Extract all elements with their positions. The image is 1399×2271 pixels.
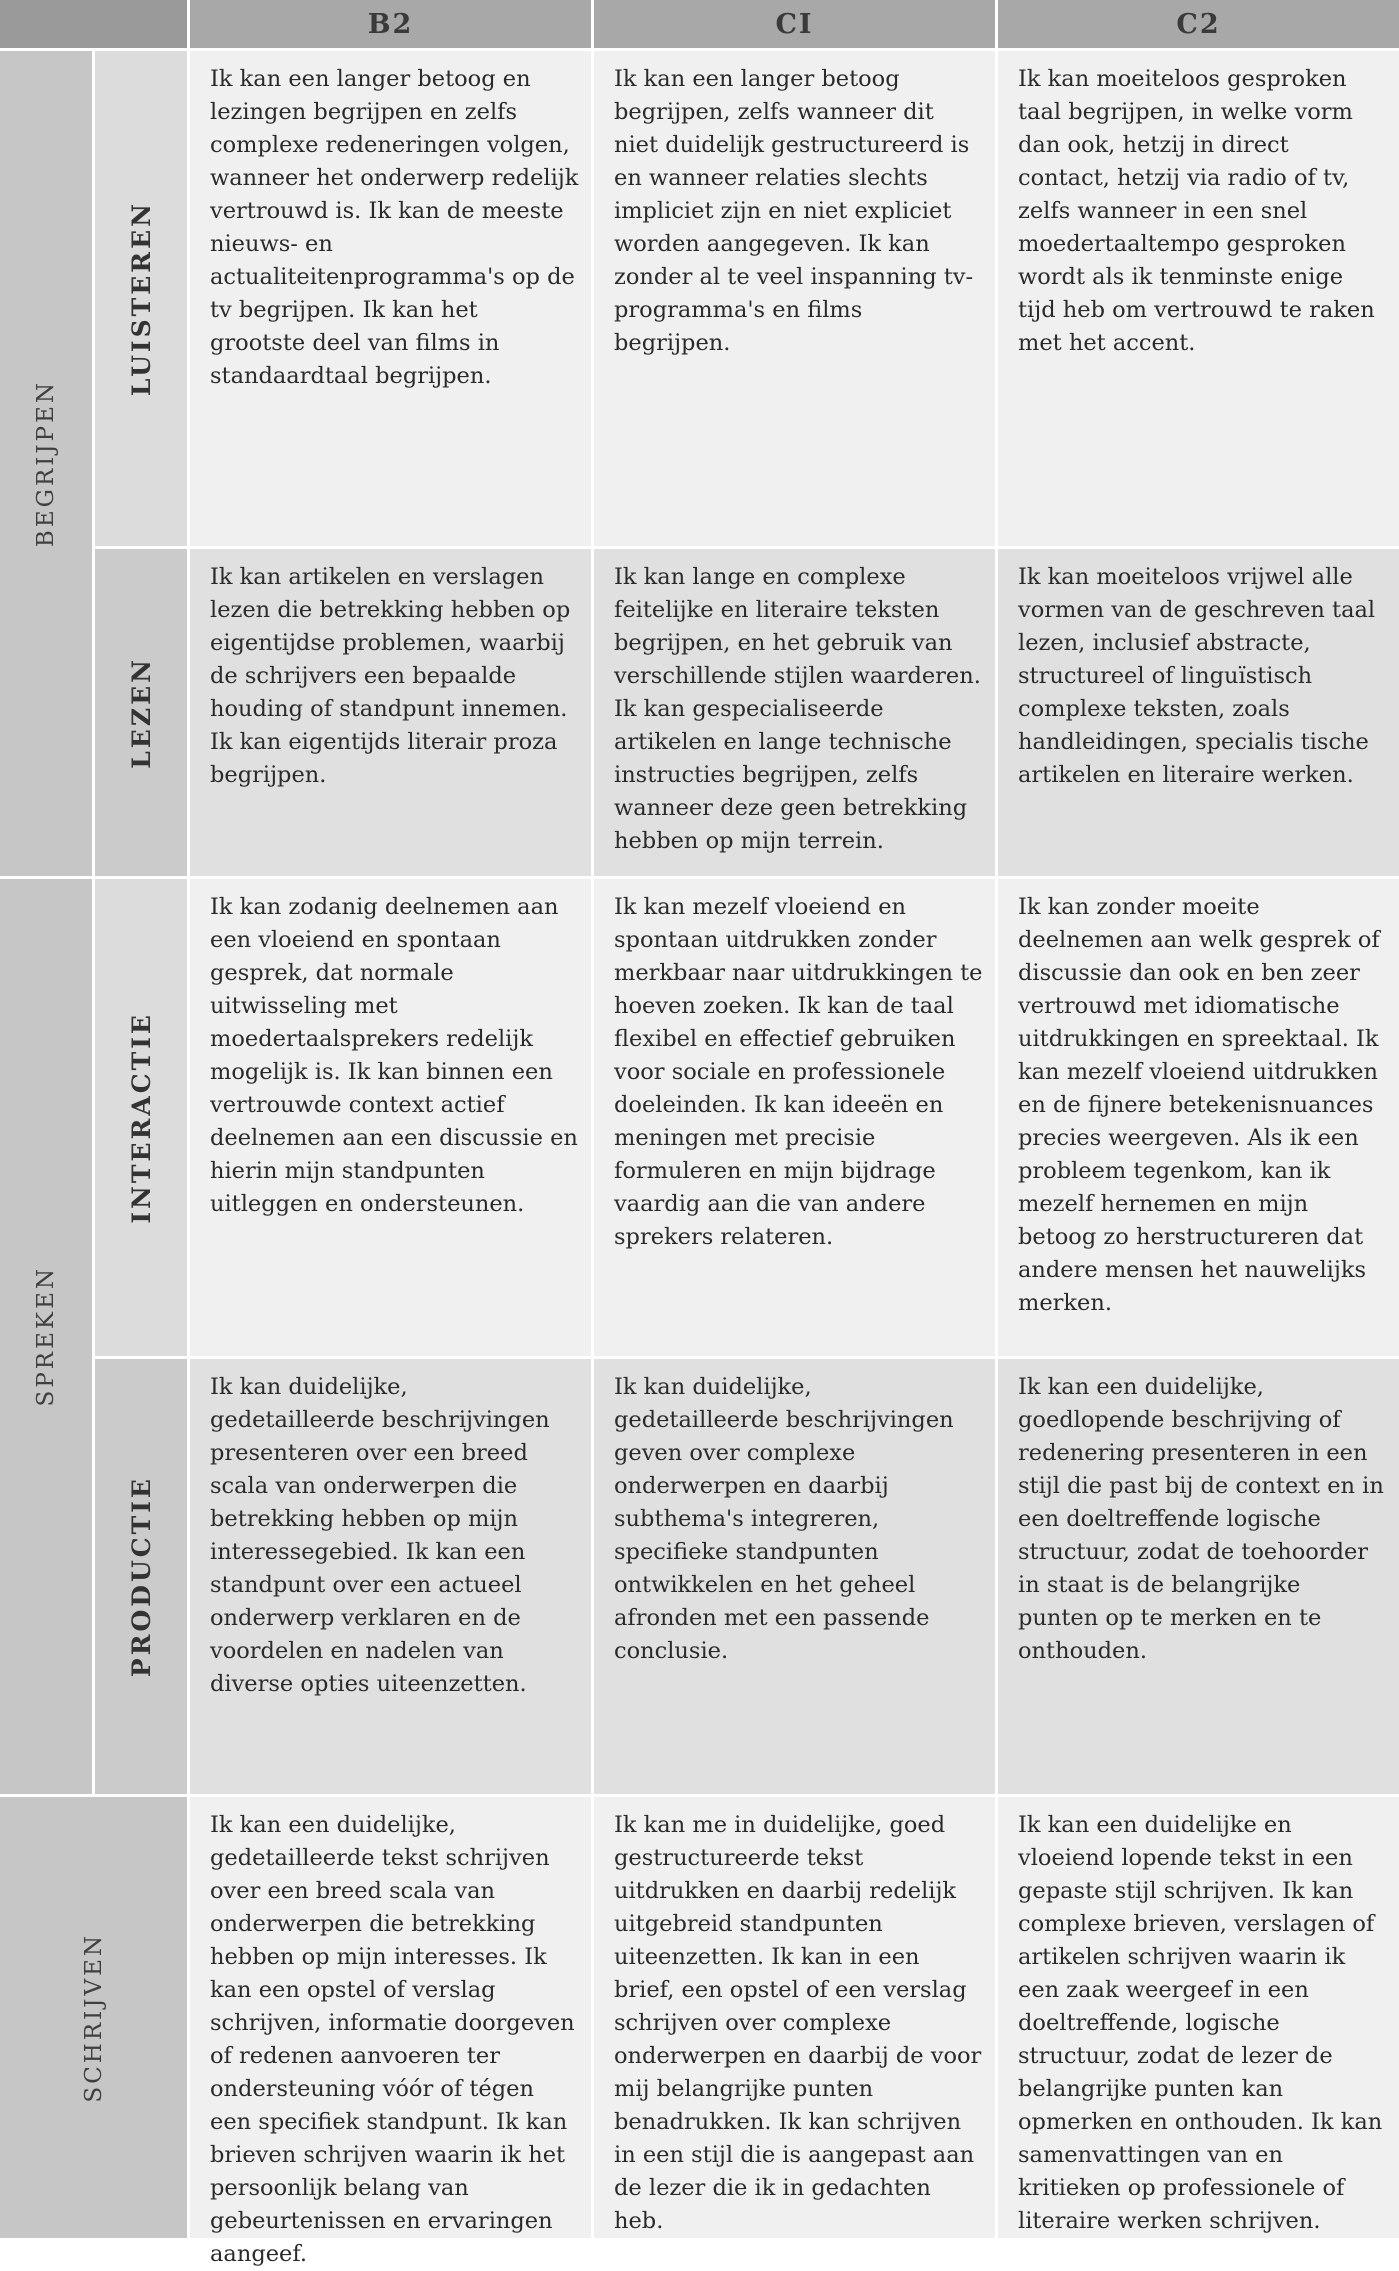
cell-productie-b2: Ik kan duidelijke, gedetailleerde beschrijvingen presenteren over een breed scala van onderwerpen die betrekking hebben op mijn interessegebied. Ik kan een standpunt over een actueel onderwerp verklaren en de voordelen en nadelen van diverse opties uiteenzetten. bbox=[190, 1359, 591, 1794]
skill-label: PRODUCTIE bbox=[126, 1475, 156, 1678]
cell-lezen-b2: Ik kan artikelen en verslagen lezen die betrekking hebben op eigentijdse problemen, waarbij de schrijvers een bepaalde houding of standpunt innemen. Ik kan eigentijds literair proza begrijpen. bbox=[190, 549, 591, 876]
cell-luisteren-c2: Ik kan moeiteloos gesproken taal begrijpen, in welke vorm dan ook, hetzij in direct contact, hetzij via radio of tv, zelfs wanneer in een snel moedertaaltempo gesproken wordt als ik tenminste enige tijd heb om vertrouwd te raken met het accent. bbox=[998, 51, 1399, 546]
skill-luisteren bbox=[95, 51, 187, 546]
cell-schrijven-b2: Ik kan een duidelijke, gedetailleerde tekst schrijven over een breed scala van onderwerpen die betrekking hebben op mijn interesses. Ik kan een opstel of verslag schrijven, informatie doorgeven of redenen aanvoeren ter ondersteuning vóór of tégen een specifiek standpunt. Ik kan brieven schrijven waarin ik het persoonlijk belang van gebeurtenissen en ervaringen aangeef. bbox=[190, 1797, 591, 2238]
skill-productie bbox=[95, 1359, 187, 1794]
category-label: SCHRIJVEN bbox=[80, 1932, 107, 2103]
cell-interactie-b2: Ik kan zodanig deelnemen aan een vloeiend en spontaan gesprek, dat normale uitwisseling met moedertaalsprekers redelijk mogelijk is. Ik kan binnen een vertrouwde context actief deelnemen aan een discussie en hierin mijn standpunten uitleggen en ondersteunen. bbox=[190, 879, 591, 1356]
cell-interactie-c1: Ik kan mezelf vloeiend en spontaan uitdrukken zonder merkbaar naar uitdrukkingen te hoeven zoeken. Ik kan de taal flexibel en effectief gebruiken voor sociale en professionele doeleinden. Ik kan ideeën en meningen met precisie formuleren en mijn bijdrage vaardig aan die van andere sprekers relateren. bbox=[594, 879, 995, 1356]
level-header-c2: C2 bbox=[998, 0, 1399, 48]
category-schrijven bbox=[0, 1797, 187, 2238]
skill-label: LUISTEREN bbox=[126, 200, 156, 397]
skill-label: LEZEN bbox=[126, 656, 156, 769]
cell-lezen-c1: Ik kan lange en complexe feitelijke en literaire teksten begrijpen, en het gebruik van verschillende stijlen waarderen. Ik kan gespecialiseerde artikelen en lange technische instructies begrijpen, zelfs wanneer deze geen betrekking hebben op mijn terrein. bbox=[594, 549, 995, 876]
level-header-c1: CI bbox=[594, 0, 995, 48]
level-header-b2: B2 bbox=[190, 0, 591, 48]
header-corner bbox=[0, 0, 187, 48]
cell-productie-c1: Ik kan duidelijke, gedetailleerde beschrijvingen geven over complexe onderwerpen en daarbij subthema's integreren, specifieke standpunten ontwikkelen en het geheel afronden met een passende conclusie. bbox=[594, 1359, 995, 1794]
skill-lezen bbox=[95, 549, 187, 876]
skill-interactie bbox=[95, 879, 187, 1356]
cell-luisteren-b2: Ik kan een langer betoog en lezingen begrijpen en zelfs complexe redeneringen volgen, wanneer het onderwerp redelijk vertrouwd is. Ik kan de meeste nieuws- en actualiteitenprogramma's op de tv begrijpen. Ik kan het grootste deel van films in standaardtaal begrijpen. bbox=[190, 51, 591, 546]
category-label: BEGRIJPEN bbox=[33, 379, 59, 548]
category-spreken bbox=[0, 879, 92, 1794]
cell-lezen-c2: Ik kan moeiteloos vrijwel alle vormen van de geschreven taal lezen, inclusief abstracte, structureel of linguïstisch complexe teksten, zoals handleidingen, specialis tische artikelen en literaire werken. bbox=[998, 549, 1399, 876]
cell-productie-c2: Ik kan een duidelijke, goedlopende beschrijving of redenering presenteren in een stijl die past bij de context en in een doeltreffende logische structuur, zodat de toehoorder in staat is de belangrijke punten op te merken en te onthouden. bbox=[998, 1359, 1399, 1794]
cell-luisteren-c1: Ik kan een langer betoog begrijpen, zelfs wanneer dit niet duidelijk gestructureerd is en wanneer relaties slechts impliciet zijn en niet expliciet worden aangegeven. Ik kan zonder al te veel inspanning tv-programma's en films begrijpen. bbox=[594, 51, 995, 546]
skill-label: INTERACTIE bbox=[126, 1011, 156, 1224]
cell-schrijven-c2: Ik kan een duidelijke en vloeiend lopende tekst in een gepaste stijl schrijven. Ik kan complexe brieven, verslagen of artikelen schrijven waarin ik een zaak weergeef in een doeltreffende, logische structuur, zodat de lezer de belangrijke punten kan opmerken en onthouden. Ik kan samenvattingen van en kritieken op professionele of literaire werken schrijven. bbox=[998, 1797, 1399, 2238]
category-label: SPREKEN bbox=[33, 1266, 59, 1407]
cell-schrijven-c1: Ik kan me in duidelijke, goed gestructureerde tekst uitdrukken en daarbij redelijk uitgebreid standpunten uiteenzetten. Ik kan in een brief, een opstel of een verslag schrijven over complexe onderwerpen en daarbij de voor mij belangrijke punten benadrukken. Ik kan schrijven in een stijl die is aangepast aan de lezer die ik in gedachten heb. bbox=[594, 1797, 995, 2238]
cell-interactie-c2: Ik kan zonder moeite deelnemen aan welk gesprek of discussie dan ook en ben zeer vertrouwd met idiomatische uitdrukkingen en spreektaal. Ik kan mezelf vloeiend uitdrukken en de fijnere betekenisnuances precies weergeven. Als ik een probleem tegenkom, kan ik mezelf hernemen en mijn betoog zo herstructureren dat andere mensen het nauwelijks merken. bbox=[998, 879, 1399, 1356]
category-begrijpen bbox=[0, 51, 92, 876]
